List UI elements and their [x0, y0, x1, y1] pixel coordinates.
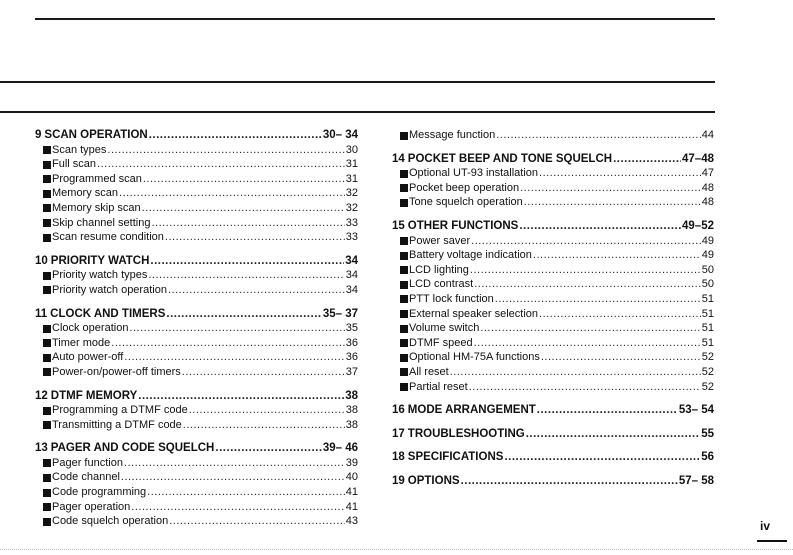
- toc-entry: [392, 195, 714, 210]
- toc-heading: [392, 427, 714, 442]
- dot-leader: [520, 181, 701, 196]
- dot-leader: [480, 321, 700, 336]
- section-number: 15: [392, 219, 405, 232]
- entry-label: Pocket beep operation: [409, 181, 520, 194]
- entry-page: 49: [701, 249, 714, 262]
- square-bullet-icon: [43, 368, 51, 376]
- toc-entry: [35, 216, 358, 231]
- entry-page: 41: [345, 500, 358, 513]
- section-number: 19: [392, 474, 405, 487]
- entry-label: Power-on/power-off timers: [52, 365, 181, 378]
- toc-entry: [392, 166, 714, 181]
- entry-page: 40: [345, 471, 358, 484]
- toc-entry: [35, 418, 358, 433]
- entry-page: 33: [345, 216, 358, 229]
- toc-section: [392, 128, 714, 143]
- section-number: 16: [392, 404, 405, 417]
- entry-label: PTT lock function: [409, 292, 494, 305]
- entry-page: 48: [701, 181, 714, 194]
- square-bullet-icon: [400, 383, 408, 391]
- toc-entry: [35, 403, 358, 418]
- square-bullet-icon: [43, 219, 51, 227]
- square-bullet-icon: [43, 286, 51, 294]
- section-number: 10: [35, 254, 48, 267]
- dot-leader: [539, 166, 701, 181]
- section-title: PRIORITY WATCH: [50, 254, 150, 267]
- dot-leader: [504, 450, 700, 465]
- entry-page: 52: [701, 365, 714, 378]
- section-title: SPECIFICATIONS: [407, 451, 504, 464]
- entry-page: 51: [701, 307, 714, 320]
- square-bullet-icon: [400, 199, 408, 207]
- toc-entry: [35, 336, 358, 351]
- toc-heading: [35, 254, 358, 269]
- toc-entry: [392, 350, 714, 365]
- entry-label: Partial reset: [409, 380, 468, 393]
- square-bullet-icon: [43, 234, 51, 242]
- entry-label: Volume switch: [409, 322, 480, 335]
- dot-leader: [143, 172, 345, 187]
- dot-leader: [151, 216, 344, 231]
- dot-leader: [97, 157, 345, 172]
- entry-page: 43: [345, 515, 358, 528]
- entry-page: 52: [701, 351, 714, 364]
- toc-entry: [392, 336, 714, 351]
- toc-entry: [35, 485, 358, 500]
- entry-page: 32: [345, 187, 358, 200]
- dot-leader: [539, 307, 701, 322]
- toc-entry: [392, 234, 714, 249]
- entry-label: Auto power-off: [52, 351, 124, 364]
- entry-page: 50: [701, 278, 714, 291]
- dot-leader: [471, 234, 701, 249]
- dot-leader: [189, 403, 345, 418]
- toc-section: [392, 403, 714, 418]
- square-bullet-icon: [400, 132, 408, 140]
- toc-heading: [35, 389, 358, 404]
- toc-entry: [392, 380, 714, 395]
- toc-entry: [392, 365, 714, 380]
- entry-page: 33: [345, 231, 358, 244]
- toc-entry: [392, 248, 714, 263]
- dot-leader: [150, 254, 344, 269]
- toc-entry: [35, 230, 358, 245]
- dot-leader: [168, 283, 345, 298]
- entry-page: 31: [345, 172, 358, 185]
- entry-page: 49: [701, 234, 714, 247]
- dot-leader: [169, 514, 345, 529]
- section-title: SCAN OPERATION: [44, 129, 148, 141]
- toc-entry: [392, 292, 714, 307]
- entry-page: 44: [701, 129, 714, 141]
- section-number: 11: [35, 307, 48, 320]
- toc-entry: [392, 128, 714, 143]
- dot-leader: [149, 128, 322, 143]
- dot-leader: [541, 350, 701, 365]
- toc-entry: [35, 157, 358, 172]
- square-bullet-icon: [43, 190, 51, 198]
- dot-leader: [496, 128, 701, 143]
- section-number: 9: [35, 129, 42, 141]
- square-bullet-icon: [43, 503, 51, 511]
- entry-label: Battery voltage indication: [409, 249, 532, 262]
- toc-entry: [35, 268, 358, 283]
- dot-leader: [519, 219, 681, 234]
- section-number: 14: [392, 152, 405, 165]
- square-bullet-icon: [43, 421, 51, 429]
- toc-left-column: [35, 128, 358, 538]
- entry-page: 48: [701, 196, 714, 209]
- toc-heading: [392, 450, 714, 465]
- entry-label: Power saver: [409, 234, 471, 247]
- toc-section: [392, 152, 714, 210]
- entry-label: Programmed scan: [52, 172, 142, 185]
- square-bullet-icon: [400, 266, 408, 274]
- toc-entry: [35, 350, 358, 365]
- entry-page: 34: [345, 269, 358, 282]
- entry-label: Memory skip scan: [52, 201, 141, 214]
- section-pages: 30– 34: [322, 129, 358, 141]
- toc-section: [392, 219, 714, 394]
- toc-section: [392, 450, 714, 465]
- square-bullet-icon: [43, 161, 51, 169]
- section-pages: 57– 58: [678, 474, 714, 487]
- toc-entry: [392, 263, 714, 278]
- dot-leader: [526, 427, 700, 442]
- toc-section: [35, 389, 358, 433]
- entry-page: 34: [345, 283, 358, 296]
- toc-right-column: [392, 128, 714, 497]
- dot-leader: [124, 350, 344, 365]
- entry-label: LCD contrast: [409, 278, 474, 291]
- toc-entry: [35, 143, 358, 158]
- square-bullet-icon: [43, 204, 51, 212]
- dot-leader: [474, 277, 701, 292]
- dot-leader: [450, 365, 701, 380]
- dot-leader: [166, 307, 321, 322]
- section-pages: 35– 37: [322, 307, 358, 320]
- entry-label: Clock operation: [52, 322, 129, 335]
- entry-page: 36: [345, 351, 358, 364]
- square-bullet-icon: [43, 474, 51, 482]
- toc-entry: [35, 456, 358, 471]
- toc-heading: [35, 307, 358, 322]
- dot-leader: [142, 201, 345, 216]
- section-title: DTMF MEMORY: [50, 389, 138, 402]
- dot-leader: [613, 152, 681, 167]
- square-bullet-icon: [400, 310, 408, 318]
- section-number: 12: [35, 389, 48, 402]
- toc-section: [35, 307, 358, 380]
- dot-leader: [215, 441, 321, 456]
- entry-label: Optional HM-75A functions: [409, 351, 540, 364]
- toc-entry: [35, 172, 358, 187]
- entry-page: 32: [345, 201, 358, 214]
- entry-label: Skip channel setting: [52, 216, 151, 229]
- section-title: POCKET BEEP AND TONE SQUELCH: [407, 152, 613, 165]
- square-bullet-icon: [400, 281, 408, 289]
- toc-entry: [35, 500, 358, 515]
- entry-page: 39: [345, 456, 358, 469]
- scan-artifact-line: [0, 549, 793, 550]
- dot-leader: [470, 263, 701, 278]
- dot-leader: [121, 470, 345, 485]
- square-bullet-icon: [400, 339, 408, 347]
- top-rule: [35, 18, 715, 20]
- entry-page: 50: [701, 263, 714, 276]
- square-bullet-icon: [43, 146, 51, 154]
- square-bullet-icon: [43, 354, 51, 362]
- entry-label: All reset: [409, 365, 449, 378]
- entry-page: 41: [345, 486, 358, 499]
- dot-leader: [129, 321, 344, 336]
- section-title: OPTIONS: [407, 474, 460, 487]
- entry-label: External speaker selection: [409, 307, 539, 320]
- page-number-rule: [757, 540, 787, 542]
- square-bullet-icon: [43, 175, 51, 183]
- section-title: MODE ARRANGEMENT: [407, 404, 536, 417]
- entry-label: Scan types: [52, 143, 107, 156]
- entry-label: Priority watch types: [52, 269, 148, 282]
- dot-leader: [138, 389, 344, 404]
- entry-label: Tone squelch operation: [409, 196, 523, 209]
- toc-heading: [392, 474, 714, 489]
- entry-page: 31: [345, 158, 358, 171]
- square-bullet-icon: [43, 459, 51, 467]
- dot-leader: [147, 485, 345, 500]
- toc-section: [35, 441, 358, 529]
- dot-leader: [474, 336, 701, 351]
- toc-entry: [392, 307, 714, 322]
- square-bullet-icon: [400, 252, 408, 260]
- section-title: CLOCK AND TIMERS: [50, 307, 166, 320]
- square-bullet-icon: [400, 295, 408, 303]
- entry-label: Timer mode: [52, 336, 111, 349]
- page-number: iv: [760, 519, 771, 533]
- entry-label: Code programming: [52, 486, 147, 499]
- toc-section: [35, 254, 358, 298]
- entry-page: 38: [345, 404, 358, 417]
- toc-entry: [35, 283, 358, 298]
- dot-leader: [495, 292, 701, 307]
- square-bullet-icon: [43, 272, 51, 280]
- header-rule: [0, 111, 715, 113]
- square-bullet-icon: [400, 325, 408, 333]
- dot-leader: [119, 186, 345, 201]
- dot-leader: [533, 248, 701, 263]
- toc-heading: [35, 441, 358, 456]
- entry-label: Scan resume condition: [52, 231, 164, 244]
- entry-label: Message function: [409, 129, 496, 141]
- toc-entry: [392, 277, 714, 292]
- entry-label: Code squelch operation: [52, 515, 169, 528]
- dot-leader: [165, 230, 345, 245]
- entry-page: 52: [701, 380, 714, 393]
- square-bullet-icon: [400, 170, 408, 178]
- entry-page: 51: [701, 292, 714, 305]
- dot-leader: [107, 143, 344, 158]
- entry-page: 51: [701, 336, 714, 349]
- entry-label: Full scan: [52, 158, 97, 171]
- entry-label: Priority watch operation: [52, 283, 167, 296]
- entry-page: 36: [345, 336, 358, 349]
- dot-leader: [148, 268, 344, 283]
- square-bullet-icon: [43, 407, 51, 415]
- entry-label: Optional UT-93 installation: [409, 167, 539, 180]
- entry-page: 35: [345, 322, 358, 335]
- entry-label: DTMF speed: [409, 336, 473, 349]
- toc-section: [392, 427, 714, 442]
- dot-leader: [124, 456, 345, 471]
- entry-page: 30: [345, 143, 358, 156]
- section-number: 17: [392, 427, 405, 440]
- toc-entry: [35, 186, 358, 201]
- section-pages: 34: [345, 254, 358, 267]
- entry-page: 38: [345, 418, 358, 431]
- dot-leader: [537, 403, 678, 418]
- square-bullet-icon: [43, 325, 51, 333]
- toc-entry: [35, 321, 358, 336]
- section-pages: 55: [701, 427, 714, 440]
- toc-entry: [392, 181, 714, 196]
- entry-label: Programming a DTMF code: [52, 404, 188, 417]
- section-pages: 49–52: [682, 219, 714, 232]
- section-title: PAGER AND CODE SQUELCH: [50, 442, 215, 455]
- toc-entry: [35, 470, 358, 485]
- toc-entry: [35, 365, 358, 380]
- toc-heading: [392, 152, 714, 167]
- square-bullet-icon: [43, 489, 51, 497]
- dot-leader: [131, 500, 344, 515]
- toc-entry: [35, 514, 358, 529]
- toc-section: [392, 474, 714, 489]
- entry-page: 51: [701, 322, 714, 335]
- section-pages: 53– 54: [678, 404, 714, 417]
- section-pages: 47–48: [682, 152, 714, 165]
- square-bullet-icon: [400, 184, 408, 192]
- square-bullet-icon: [43, 339, 51, 347]
- entry-page: 47: [701, 167, 714, 180]
- entry-label: Transmitting a DTMF code: [52, 418, 182, 431]
- entry-page: 37: [345, 365, 358, 378]
- square-bullet-icon: [400, 368, 408, 376]
- toc-heading: [392, 403, 714, 418]
- section-pages: 39– 46: [322, 442, 358, 455]
- dot-leader: [469, 380, 701, 395]
- section-pages: 56: [701, 451, 714, 464]
- section-number: 13: [35, 442, 48, 455]
- dot-leader: [182, 365, 345, 380]
- toc-heading: [35, 128, 358, 143]
- dot-leader: [461, 474, 678, 489]
- section-pages: 38: [345, 389, 358, 402]
- square-bullet-icon: [400, 354, 408, 362]
- dot-leader: [524, 195, 701, 210]
- square-bullet-icon: [43, 518, 51, 526]
- section-title: OTHER FUNCTIONS: [407, 219, 519, 232]
- entry-label: Pager function: [52, 456, 123, 469]
- toc-entry: [35, 201, 358, 216]
- upper-rule: [0, 81, 715, 83]
- entry-label: Pager operation: [52, 500, 131, 513]
- entry-label: Memory scan: [52, 187, 119, 200]
- toc-section: [35, 128, 358, 245]
- dot-leader: [183, 418, 345, 433]
- dot-leader: [111, 336, 344, 351]
- toc-entry: [392, 321, 714, 336]
- toc-heading: [392, 219, 714, 234]
- section-number: 18: [392, 451, 405, 464]
- entry-label: Code channel: [52, 471, 120, 484]
- section-title: TROUBLESHOOTING: [407, 427, 525, 440]
- entry-label: LCD lighting: [409, 263, 469, 276]
- square-bullet-icon: [400, 237, 408, 245]
